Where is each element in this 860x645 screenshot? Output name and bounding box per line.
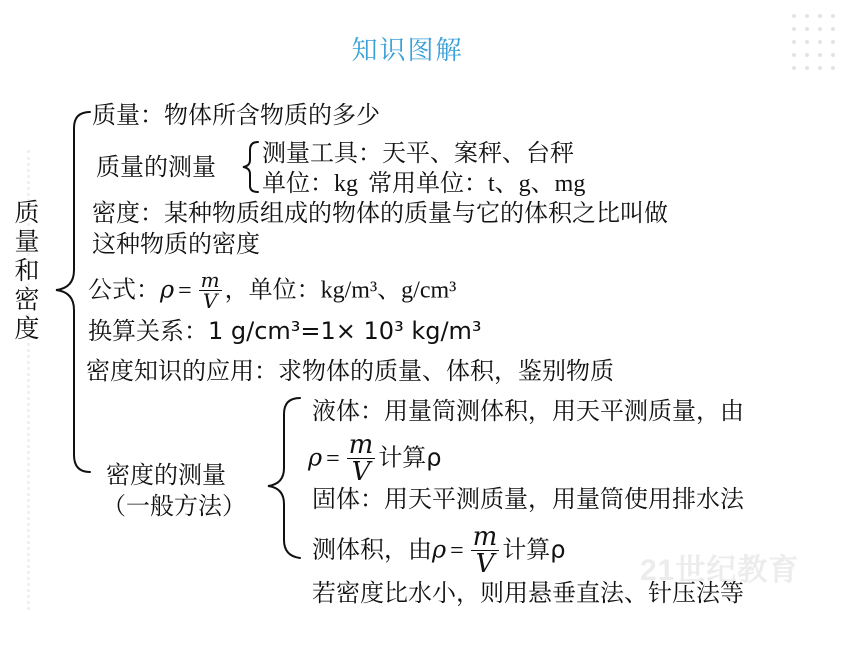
formula-unit-text: ，单位： — [224, 275, 321, 304]
equals-sign: = — [178, 277, 192, 304]
rho-symbol: ρ — [432, 535, 447, 564]
fraction-denominator: V — [202, 289, 218, 313]
density-measure-label: 密度的测量 — [106, 461, 226, 489]
density-measure-sublabel: （一般方法） — [102, 492, 246, 520]
mass-volume-fraction — [347, 432, 376, 485]
mass-volume-fraction — [471, 524, 500, 577]
mass-definition: 质量：物体所含物质的多少 — [92, 101, 380, 129]
fraction-numerator: m — [472, 522, 498, 552]
fraction-denominator: V — [475, 549, 495, 579]
calc-text: 计算ρ — [502, 535, 566, 564]
conversion-line: 换算关系：1 g/cm³=1× 10³ kg/m³ — [88, 317, 482, 345]
fraction-numerator: m — [348, 430, 374, 460]
page-title: 知识图解 — [351, 36, 464, 66]
unit-prefix: 单位： — [262, 169, 334, 197]
rho-symbol: ρ — [160, 275, 175, 304]
formula-line — [88, 270, 456, 311]
mass-measure-label: 质量的测量 — [96, 153, 216, 181]
equals-sign: = — [326, 445, 340, 472]
calc-text: 计算ρ — [378, 443, 442, 472]
fraction-numerator: m — [200, 268, 220, 292]
liquid-method: 液体：用量筒测体积，用天平测质量，由 — [312, 397, 744, 425]
formula-units: kg/m³、g/cm³ — [320, 277, 457, 304]
mass-measure-tool: 测量工具：天平、案秤、台秤 — [262, 139, 574, 167]
liquid-formula — [308, 432, 442, 485]
fraction-denominator: V — [351, 457, 371, 487]
density-definition-line1: 密度：某种物质组成的物体的质量与它的体积之比叫做 — [92, 199, 668, 227]
mass-volume-fraction — [199, 270, 222, 311]
solid-line2-text: 测体积，由 — [312, 535, 432, 564]
watermark-logo: 21世纪教育 — [640, 554, 800, 587]
rho-symbol: ρ — [308, 443, 323, 472]
low-density-note: 若密度比水小，则用悬垂直法、针压法等 — [312, 579, 744, 607]
common-unit: 常用单位：t、g、mg — [368, 171, 586, 197]
unit-kg: kg — [334, 171, 358, 197]
root-label: 质量和密度 — [14, 198, 40, 343]
equals-sign: = — [450, 537, 464, 564]
formula-prefix: 公式： — [88, 275, 160, 304]
solid-method-line2 — [312, 524, 566, 577]
mass-measure-unit — [262, 168, 585, 199]
density-definition-line2: 这种物质的密度 — [92, 230, 260, 258]
application-line: 密度知识的应用：求物体的质量、体积，鉴别物质 — [86, 357, 614, 385]
solid-method-line1: 固体：用天平测质量，用量筒使用排水法 — [312, 485, 744, 513]
